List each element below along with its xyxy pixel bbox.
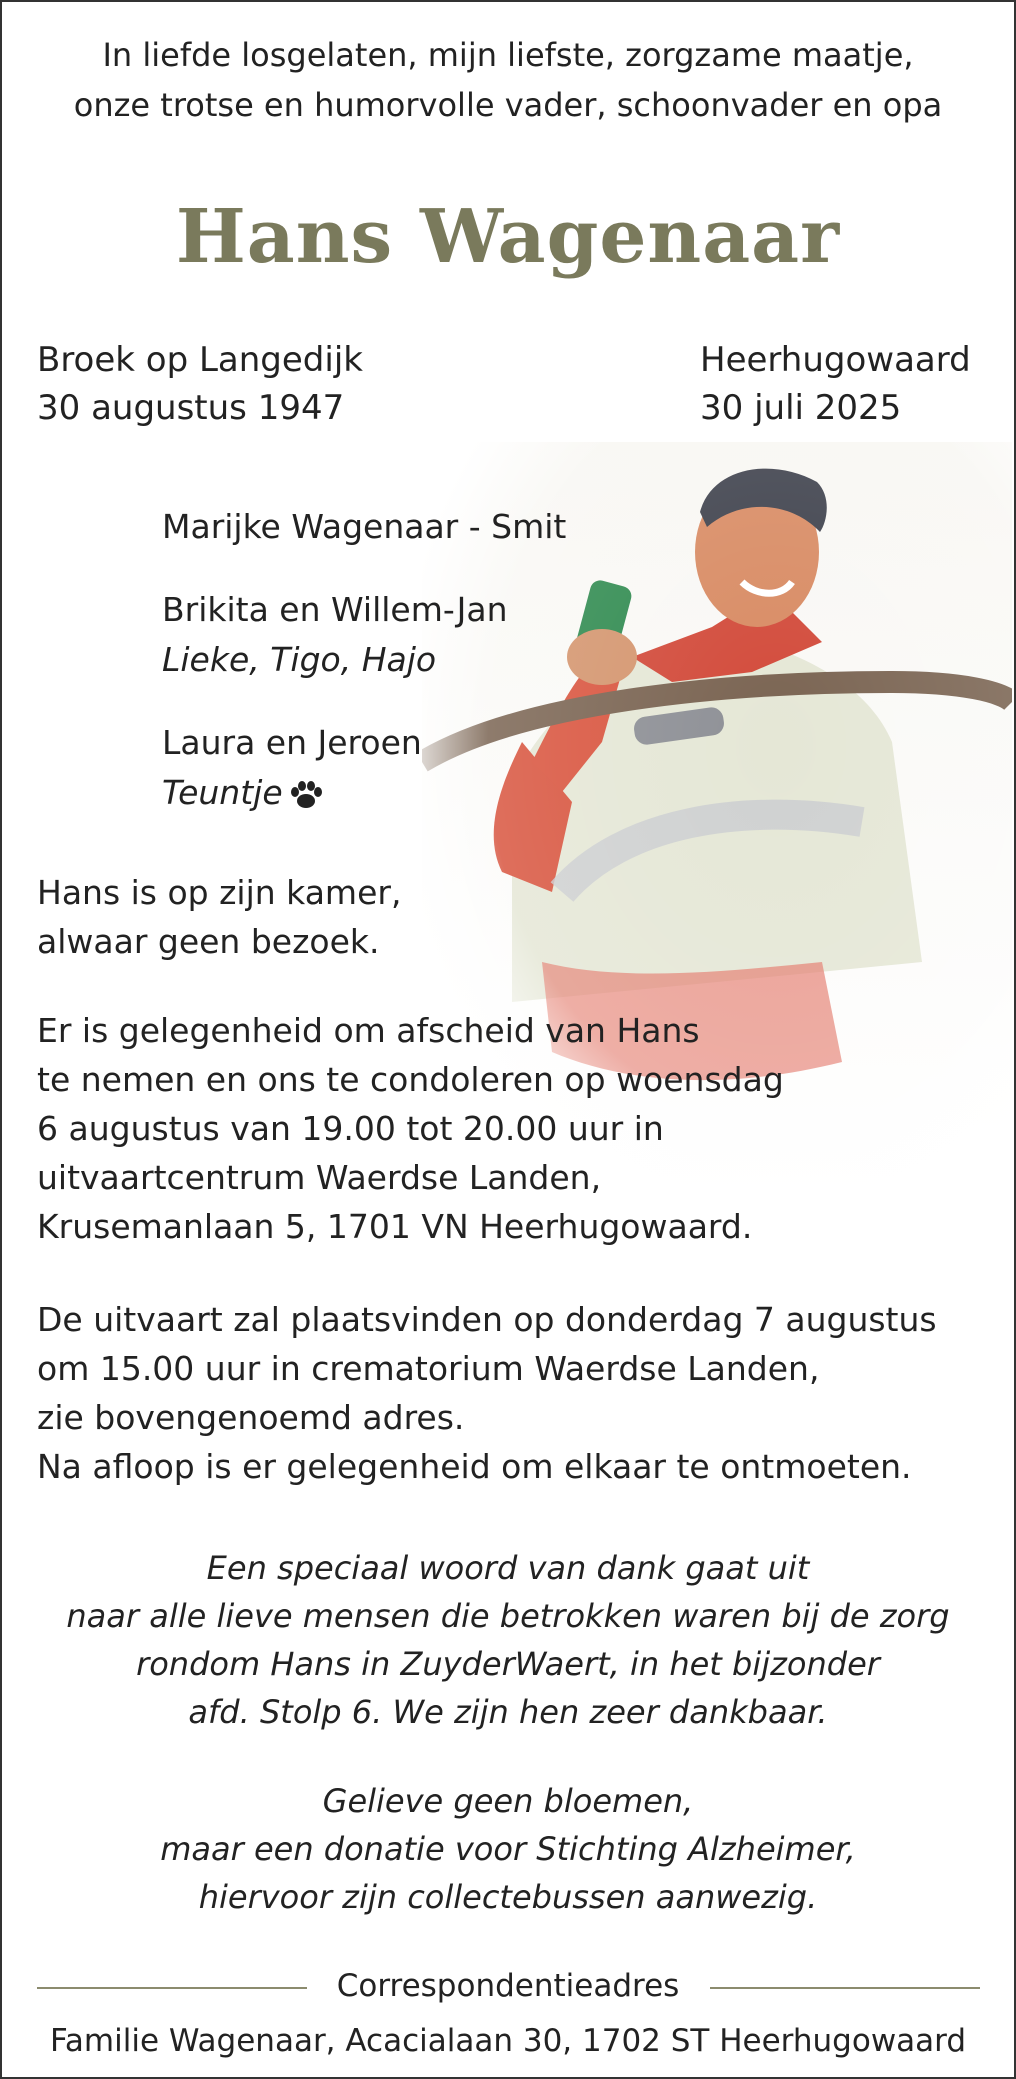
funeral-line-4: Na afloop is er gelegenheid om elkaar te ontmoeten.: [37, 1447, 912, 1486]
condolence-line-2: te nemen en ons te condoleren op woensdag: [37, 1060, 784, 1099]
family-grandchildren-1: Lieke, Tigo, Hajo: [162, 640, 437, 679]
family-child-1: Brikita en Willem-Jan: [162, 590, 508, 629]
family-grandchildren-2: [162, 768, 323, 818]
paw-print-icon: [289, 780, 323, 810]
flowers-line-1: Gelieve geen bloemen,: [322, 1782, 694, 1820]
intro-line-1: In liefde losgelaten, mijn liefste, zorgzame maatje,: [102, 36, 914, 74]
correspondence-address: Familie Wagenaar, Acacialaan 30, 1702 ST Heerhugowaard: [49, 2023, 967, 2059]
thanks-line-2: naar alle lieve mensen die betrokken waren bij de zorg: [66, 1597, 950, 1635]
deceased-name: Hans Wagenaar: [175, 194, 841, 280]
flowers-line-3: hiervoor zijn collectebussen aanwezig.: [198, 1878, 818, 1916]
thanks-line-3: rondom Hans in ZuyderWaert, in het bijzonder: [136, 1645, 880, 1683]
condolence-line-1: Er is gelegenheid om afscheid van Hans: [37, 1011, 700, 1050]
room-line-2: alwaar geen bezoek.: [37, 922, 380, 961]
family-grandchildren-2-label: Teuntje: [162, 773, 283, 812]
correspondence-heading: Correspondentieadres: [336, 1968, 680, 2004]
condolence-line-5: Krusemanlaan 5, 1701 VN Heerhugowaard.: [37, 1207, 753, 1246]
family-child-2: Laura en Jeroen: [162, 723, 422, 762]
birth-date: 30 augustus 1947: [37, 388, 345, 428]
death-date: 30 juli 2025: [700, 388, 902, 428]
funeral-line-2: om 15.00 uur in crematorium Waerdse Landen,: [37, 1349, 820, 1388]
funeral-line-3: zie bovengenoemd adres.: [37, 1398, 465, 1437]
condolence-line-3: 6 augustus van 19.00 tot 20.00 uur in: [37, 1109, 664, 1148]
thanks-line-1: Een speciaal woord van dank gaat uit: [206, 1549, 810, 1587]
thanks-line-4: afd. Stolp 6. We zijn hen zeer dankbaar.: [188, 1693, 828, 1731]
room-line-1: Hans is op zijn kamer,: [37, 873, 402, 912]
death-place: Heerhugowaard: [700, 340, 971, 380]
birth-place: Broek op Langedijk: [37, 340, 363, 380]
family-partner: Marijke Wagenaar - Smit: [162, 507, 567, 546]
condolence-line-4: uitvaartcentrum Waerdse Landen,: [37, 1158, 602, 1197]
intro-line-2: onze trotse en humorvolle vader, schoonvader en opa: [73, 86, 943, 124]
funeral-line-1: De uitvaart zal plaatsvinden op donderdag 7 augustus: [37, 1300, 937, 1339]
flowers-line-2: maar een donatie voor Stichting Alzheimer,: [160, 1830, 856, 1868]
